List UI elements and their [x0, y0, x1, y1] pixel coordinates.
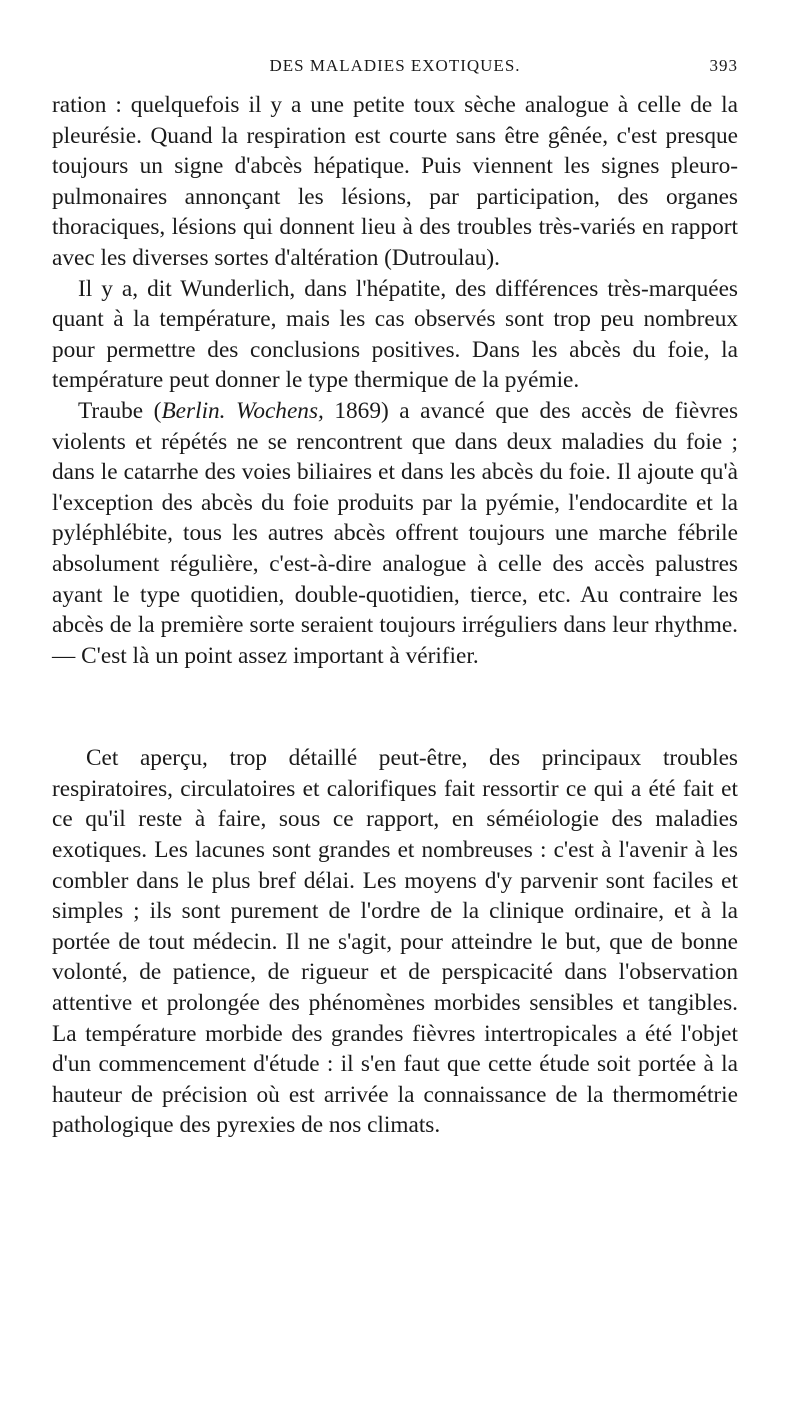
paragraph-wunderlich: Il y a, dit Wunderlich, dans l'hépatite, des différences très-marquées quant à la température, mais les cas observés sont trop peu nombreux pour permettre des conclusions positives. Dans les abcès du foie, la température peut donner le type thermique de la pyémie. [52, 275, 738, 394]
running-head [52, 52, 738, 82]
traube-lead: Traube ( [78, 397, 162, 424]
traube-text: 1869) a avancé que des accès de fièvres violents et répétés ne se rencontrent que dans deux maladies du foie ; dans le catarrhe des voies biliaires et dans les abcès du foie. Il ajoute qu'à l'exception des abcès du foie produits par la pyémie, l'endocardite et la pyléphlébite, tous les autres abcès offrent toujours une marche fébrile absolument régulière, c'est-à-dire analogue à celle des accès palustres ayant le type quotidien, double-quotidien, tierce, etc. Au contraire les abcès de la première sorte seraient toujours irréguliers dans leur rhythme. — C'est là un point assez important à vérifier. [52, 397, 739, 669]
traube-citation: Berlin. Wochens, [161, 397, 324, 424]
page-number: 393 [709, 56, 738, 75]
paragraph-traube [52, 396, 738, 671]
section-gap [52, 671, 738, 743]
body-text [52, 90, 738, 1141]
book-page [52, 52, 738, 1141]
paragraph-continuation: ration : quelquefois il y a une petite toux sèche analogue à celle de la pleurésie. Quand la respiration est courte sans être gênée, c'est presque toujours un signe d'abcès hépatique. Puis viennent les signes pleuro-pulmonaires annonçant les lésions, par participation, des organes thoraciques, lésions qui donnent lieu à des troubles très-variés en rapport avec les diverses sortes d'altération (Dutroulau). [52, 92, 738, 271]
running-title: DES MALADIES EXOTIQUES. [269, 56, 521, 75]
paragraph-conclusion: Cet aperçu, trop détaillé peut-être, des principaux troubles respiratoires, circulatoires et calorifiques fait ressortir ce qui a été fait et ce qu'il reste à faire, sous ce rapport, en séméiologie des maladies exotiques. Les lacunes sont grandes et nombreuses : c'est à l'avenir à les combler dans le plus bref délai. Les moyens d'y parvenir sont faciles et simples ; ils sont purement de l'ordre de la clinique ordinaire, et à la portée de tout médecin. Il ne s'agit, pour atteindre le but, que de bonne volonté, de patience, de rigueur et de perspicacité dans l'observation attentive et prolongée des phénomènes morbides sensibles et tangibles. La température morbide des grandes fièvres intertropicales a été l'objet d'un commencement d'étude : il s'en faut que cette étude soit portée à la hauteur de précision où est arrivée la connaissance de la thermométrie pathologique des pyrexies de nos climats. [52, 745, 738, 1139]
